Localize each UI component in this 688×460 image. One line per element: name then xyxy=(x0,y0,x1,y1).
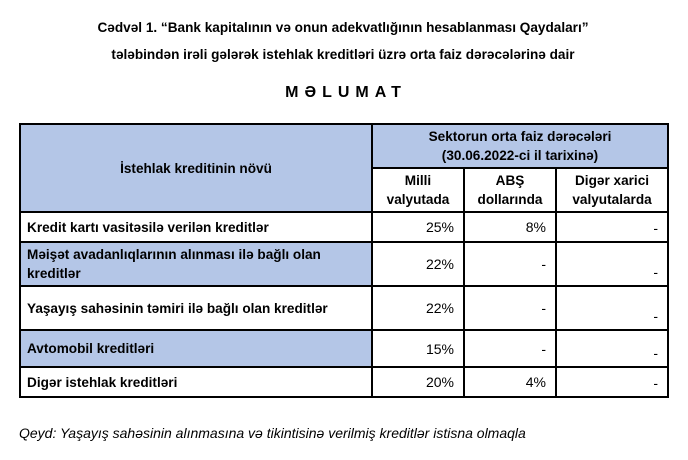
document-title-line1: Cədvəl 1. “Bank kapitalının və onun adekvatlığının hesablanması Qaydaları” xyxy=(97,20,589,35)
national-currency-value: 22% xyxy=(372,242,464,286)
column-header-credit-type: İstehlak kreditinin növü xyxy=(20,124,372,212)
table-row xyxy=(20,212,668,242)
table-row xyxy=(20,242,668,286)
row-label: Yaşayış sahəsinin təmiri ilə bağlı olan kreditlər xyxy=(20,286,372,330)
column-header-usd: ABŞ dollarında xyxy=(464,168,556,212)
footnote: Qeyd: Yaşayış sahəsinin alınmasına və tikintisinə verilmiş kreditlər istisna olmaqla xyxy=(19,425,526,441)
other-currency-value: - xyxy=(556,367,668,397)
row-label: Məişət avadanlıqlarının alınması ilə bağlı olan kreditlər xyxy=(20,242,372,286)
national-currency-value: 22% xyxy=(372,286,464,330)
table-row xyxy=(20,367,668,397)
column-header-other-foreign-currency: Digər xarici valyutalarda xyxy=(556,168,668,212)
usd-value: - xyxy=(464,286,556,330)
usd-value: 8% xyxy=(464,212,556,242)
document-title xyxy=(19,14,667,68)
document-title-line2: tələbindən irəli gələrək istehlak kreditləri üzrə orta faiz dərəcələrinə dair xyxy=(111,47,575,62)
other-currency-value: - xyxy=(556,212,668,242)
group-header-line1: Sektorun orta faiz dərəcələri xyxy=(428,129,612,144)
national-currency-value: 20% xyxy=(372,367,464,397)
national-currency-value: 15% xyxy=(372,330,464,367)
row-label: Avtomobil kreditləri xyxy=(20,330,372,367)
national-currency-value: 25% xyxy=(372,212,464,242)
interest-rates-table xyxy=(19,123,669,398)
document-heading: MƏLUMAT xyxy=(285,84,407,101)
row-label: Kredit kartı vasitəsilə verilən kreditlər xyxy=(20,212,372,242)
usd-value: 4% xyxy=(464,367,556,397)
other-currency-value: - xyxy=(556,330,668,367)
table-header-row-group xyxy=(20,124,668,168)
table-row xyxy=(20,286,668,330)
column-group-header-sector-rates xyxy=(372,124,668,168)
usd-value: - xyxy=(464,242,556,286)
row-label: Digər istehlak kreditləri xyxy=(20,367,372,397)
table-row xyxy=(20,330,668,367)
column-header-national-currency: Milli valyutada xyxy=(372,168,464,212)
group-header-line2: (30.06.2022-ci il tarixinə) xyxy=(441,148,599,163)
usd-value: - xyxy=(464,330,556,367)
other-currency-value: - xyxy=(556,286,668,330)
other-currency-value: - xyxy=(556,242,668,286)
